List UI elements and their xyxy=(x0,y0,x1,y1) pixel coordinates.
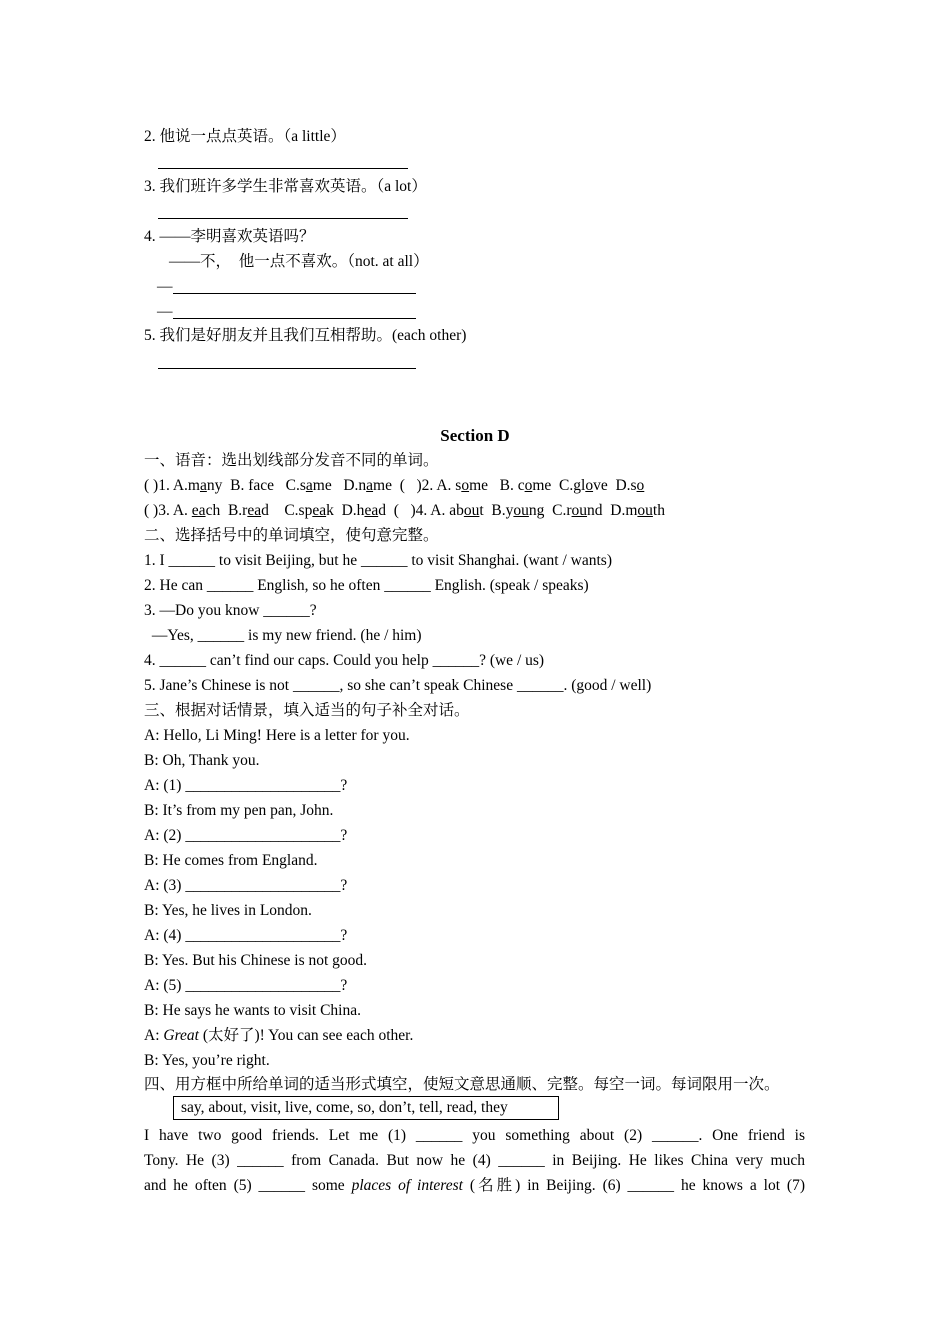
answer-line xyxy=(173,318,416,319)
dialogue-line: A: (2) ____________________? xyxy=(144,827,348,844)
underlined-letters: ea xyxy=(247,502,262,519)
passage-line xyxy=(144,1173,805,1198)
phonetics-text: nd D.m xyxy=(587,502,638,519)
italic-word: Great xyxy=(163,1027,199,1044)
underlined-letters: a xyxy=(199,477,207,494)
dialogue-line: A: (1) ____________________? xyxy=(144,777,348,794)
question-4-prompt: 4. ——李明喜欢英语吗？ xyxy=(144,228,315,245)
dialogue-line: B: Yes. But his Chinese is not good. xyxy=(144,952,368,969)
phonetics-text: me B. c xyxy=(469,477,525,494)
dialogue-line: B: Oh, Thank you. xyxy=(144,752,260,769)
fill-line: 3. —Do you know ______? xyxy=(144,602,317,619)
dialogue-line: A: (3) ____________________? xyxy=(144,877,348,894)
answer-line xyxy=(158,218,408,219)
phonetics-text: me C.gl xyxy=(532,477,586,494)
phonetics-row-2 xyxy=(144,501,665,521)
phonetics-row-1 xyxy=(144,476,644,496)
underlined-letters: o xyxy=(585,477,594,494)
phonetics-text: me ( )2. A. s xyxy=(373,477,462,494)
passage-text: and he often (5) ______ some xyxy=(144,1177,352,1194)
dialogue-line: A: (5) ____________________? xyxy=(144,977,348,994)
underlined-letters: a xyxy=(305,477,313,494)
dialogue-line: A: (4) ____________________? xyxy=(144,927,348,944)
part4-heading: 四、用方框中所给单词的适当形式填空，使短文意思通顺、完整。每空一词。每词限用一次。 xyxy=(144,1076,780,1093)
part1-heading: 一、语音：选出划线部分发音不同的单词。 xyxy=(144,452,439,469)
phonetics-text: ( )1. A.m xyxy=(144,477,200,494)
answer-line xyxy=(158,168,408,169)
dialogue-text: ! You can see each other. xyxy=(259,1027,414,1044)
answer-dash: — xyxy=(157,303,173,320)
gloss-note: (太好了) xyxy=(198,1027,260,1044)
italic-phrase: places of interest xyxy=(351,1177,463,1194)
passage-text: (名胜) in Beijing. (6) ______ he knows a lot (7) xyxy=(462,1177,805,1194)
passage-line: I have two good friends. Let me (1) ______ you something about (2) ______. One friend is xyxy=(144,1127,805,1144)
underlined-letters: ou xyxy=(637,502,653,519)
underlined-letters: ea xyxy=(191,502,206,519)
section-title: Section D xyxy=(440,426,510,445)
dialogue-line: B: Yes, you’re right. xyxy=(144,1052,270,1069)
question-2: 2. 他说一点点英语。（a little） xyxy=(144,128,346,145)
phonetics-text: ch B.r xyxy=(205,502,248,519)
question-5: 5. 我们是好朋友并且我们互相帮助。(each other) xyxy=(144,327,467,344)
word-box xyxy=(173,1096,559,1120)
word-box-text: say, about, visit, live, come, so, don’t, tell, read, they xyxy=(181,1099,508,1116)
dialogue-line: B: He says he wants to visit China. xyxy=(144,1002,361,1019)
phonetics-text: d C.sp xyxy=(261,502,313,519)
question-4-response: ——不， 他一点不喜欢。（not. at all） xyxy=(169,253,429,270)
fill-line: 1. I ______ to visit Beijing, but he ______ to visit Shanghai. (want / wants) xyxy=(144,552,612,569)
phonetics-text: d ( )4. A. ab xyxy=(378,502,464,519)
underlined-letters: ea xyxy=(312,502,327,519)
phonetics-text: me D.n xyxy=(312,477,367,494)
dialogue-line: B: It’s from my pen pan, John. xyxy=(144,802,334,819)
part3-heading: 三、根据对话情景，填入适当的句子补全对话。 xyxy=(144,702,470,719)
phonetics-text: ve D.s xyxy=(593,477,637,494)
underlined-letters: ou xyxy=(463,502,480,519)
underlined-letters: o xyxy=(524,477,533,494)
phonetics-text: t B.y xyxy=(479,502,514,519)
phonetics-text: ny B. face C.s xyxy=(206,477,306,494)
passage xyxy=(144,1123,805,1198)
phonetics-text: ng C.r xyxy=(528,502,572,519)
speaker-label: A: xyxy=(144,1027,164,1044)
dialogue-line: A: Hello, Li Ming! Here is a letter for you. xyxy=(144,727,410,744)
underlined-letters: ou xyxy=(513,502,529,519)
fill-line: 5. Jane’s Chinese is not ______, so she can’t speak Chinese ______. (good / well) xyxy=(144,677,652,694)
answer-line xyxy=(173,293,416,294)
dialogue-line-great xyxy=(144,1026,413,1046)
underlined-letters: o xyxy=(461,477,470,494)
passage-line: Tony. He (3) ______ from Canada. But now he (4) ______ in Beijing. He likes China very much xyxy=(144,1152,805,1169)
part2-heading: 二、选择括号中的单词填空，使句意完整。 xyxy=(144,527,439,544)
underlined-letters: a xyxy=(366,477,374,494)
fill-line: —Yes, ______ is my new friend. (he / him) xyxy=(148,627,422,644)
dialogue-line: B: He comes from England. xyxy=(144,852,318,869)
phonetics-text: k D.h xyxy=(326,502,365,519)
underlined-letters: o xyxy=(636,477,645,494)
answer-line xyxy=(158,368,416,369)
phonetics-text: th xyxy=(652,502,665,519)
fill-line: 2. He can ______ English, so he often ______ English. (speak / speaks) xyxy=(144,577,589,594)
underlined-letters: ou xyxy=(571,502,588,519)
dialogue-line: B: Yes, he lives in London. xyxy=(144,902,312,919)
answer-dash: — xyxy=(157,278,173,295)
question-3: 3. 我们班许多学生非常喜欢英语。（a lot） xyxy=(144,178,427,195)
fill-line: 4. ______ can’t find our caps. Could you help ______? (we / us) xyxy=(144,652,545,669)
underlined-letters: ea xyxy=(364,502,379,519)
phonetics-text: ( )3. A. xyxy=(144,502,192,519)
